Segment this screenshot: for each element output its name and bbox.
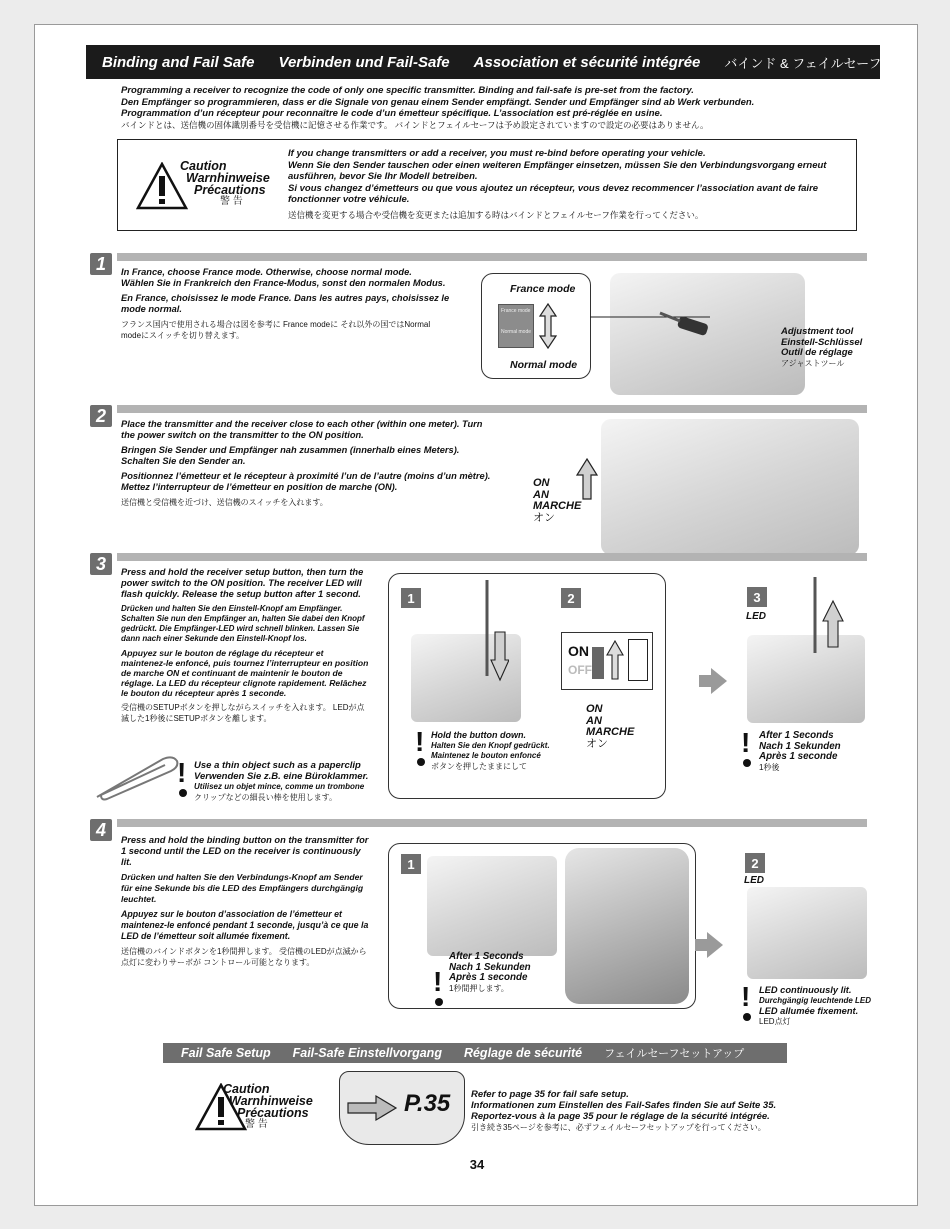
pin-press-icon (479, 580, 509, 688)
after-note-dot-icon (743, 759, 751, 767)
title-de: Verbinden und Fail-Safe (278, 53, 450, 71)
after-note-exclamation-icon: ! (741, 727, 751, 758)
hold-note: Hold the button down. Halten Sie den Knopf gedrückt. Maintenez le bouton enfoncé ボタンを押したままにして (431, 730, 550, 771)
title-en: Binding and Fail Safe (102, 53, 255, 71)
next-arrow-icon (711, 668, 727, 694)
book-arrow-icon (346, 1094, 398, 1122)
failsafe-title-bar (163, 1043, 787, 1063)
step-4-led-label: LED (744, 875, 764, 886)
intro-en: Programming a receiver to recognize the code of only one specific transmitter. Binding and fail-safe is pre-set from the factory. (121, 85, 694, 96)
transmitter-receiver-illustration (601, 419, 859, 555)
title-fr: Association et sécurité intégrée (473, 53, 701, 71)
step-4-badge: 4 (90, 819, 112, 841)
step-4-sub-1: 1 (401, 854, 421, 874)
page-reference-book (339, 1071, 465, 1145)
hold-note-exclamation-icon: ! (415, 726, 425, 757)
lit-note-exclamation-icon: ! (741, 981, 751, 1012)
intro-text (121, 85, 841, 131)
step-4-next-arrow-icon (707, 932, 723, 958)
page-number: 34 (469, 1157, 485, 1172)
step-1-text: In France, choose France mode. Otherwise, choose normal mode. Wählen Sie in Frankreich den France-Modus, sonst den normalen Modus. En France, choisissez le mode France. Dans les autres pays, choisissez le mode normal. フランス国内で使用される場合は図を参考に France modeに それ以外の国ではNormal modeにスイッチを切り替えます。 (121, 267, 450, 340)
step-4-sub-2: 2 (745, 853, 765, 873)
step-4-callout (388, 843, 696, 1009)
step-3-sub-2: 2 (561, 588, 581, 608)
step-3-after-note: After 1 Seconds Nach 1 Sekunden Après 1 seconde 1秒後 (759, 730, 841, 772)
title-jp: バインド & フェイルセーフ (724, 55, 882, 71)
mode-switch: France mode Normal mode (498, 304, 534, 348)
step-2-on-labels: ON AN MARCHE オン (533, 477, 582, 524)
paperclip-icon (93, 753, 183, 803)
adjustment-tool-label: Adjustment tool Einstell-Schlüssel Outil de réglage アジャストツール (781, 326, 863, 368)
section-title-bar (86, 45, 880, 79)
intro-jp: バインドとは、送信機の固体識別番号を受信機に記憶させる作業です。 バインドとフェイルセーフは予め設定されていますので設定の必要はありません。 (121, 119, 709, 130)
step-3-sub-3: 3 (747, 587, 767, 607)
step-4-text: Press and hold the binding button on the transmitter for 1 second until the LED on the receiver is continuously lit. Drücken und halten Sie den Verbindungs-Knopf am Sender für eine Sekunde bis die LED des Empfängers durchgängig leuchtet. Appuyez sur le bouton d’association de l’émetteur et maintenez-le enfoncé pendant 1 seconde, jusqu’à ce que la LED de l’émetteur soit allumée fixement. 送信機のバインドボタンを1秒間押します。 受信機のLEDが点滅から点灯に変わりサーボが コントロール可能となります。 (121, 835, 369, 967)
pin-release-icon (805, 577, 845, 657)
step-1-bar (117, 253, 867, 261)
failsafe-title-de: Fail-Safe Einstellvorgang (292, 1046, 442, 1060)
intro-de: Den Empfänger so programmieren, dass er die Signale von genau einem Sender empfängt. Sender und Empfänger sind ab Werk verbunden. (121, 96, 755, 108)
hold-note-dot-icon (417, 758, 425, 766)
caution-text: If you change transmitters or add a receiver, you must re-bind before operating your vehicle. Wenn Sie den Sender tauschen oder einen weiteren Empfänger einsetzen, müssen Sie den Verbindungsvorgang erneut ausführen, bevor Sie Ihr Modell betreiben. Si vous changez d’émetteurs ou que vous ajoutez un récepteur, vous devez recommencer l’association avant de faire fonctionner votre véhicule. 送信機を変更する場合や受信機を変更または追加する時はバインドとフェイルセーフ作業を行ってください。 (288, 148, 827, 220)
france-mode-label: France mode (510, 283, 576, 295)
caution-box (117, 139, 857, 231)
adjustment-tool-icon (590, 295, 710, 345)
failsafe-title-en: Fail Safe Setup (181, 1046, 271, 1060)
paperclip-note-exclamation-icon: ! (177, 757, 187, 788)
step-1-badge: 1 (90, 253, 112, 275)
caution-words: Caution Warnhinweise Précautions 警 告 (180, 159, 270, 207)
lit-note-dot-icon (743, 1013, 751, 1021)
step-2-text: Place the transmitter and the receiver close to each other (within one meter). Turn the power switch on the transmitter to the ON position. Bringen Sie Sender und Empfänger nah zusammen (innerhalb eines Meters). Schalten Sie den Sender an. Positionnez l’émetteur et le récepteur à proximité l’un de l’autre (moins d’un mètre). Mettez l’interrupteur de l’émetteur en position de marche (ON). 送信機と受信機を近づけ、送信機のスイッチを入れます。 (121, 419, 491, 507)
step-4-hold-dot-icon (435, 998, 443, 1006)
step-4-hold-exclamation-icon: ! (433, 966, 443, 997)
normal-mode-label: Normal mode (510, 359, 578, 371)
receiver-lit-illustration (747, 887, 867, 979)
switch-up-arrow-icon (606, 639, 624, 681)
step-3-led-label: LED (746, 611, 766, 622)
paperclip-note: Use a thin object such as a paperclip Verwenden Sie z.B. eine Büroklammer. Utilisez un objet mince, comme un trombone クリップなどの細長い棒を使用します。 (194, 760, 369, 802)
failsafe-caution-words: Caution Warnhinweise Précautions 警 告 (223, 1082, 313, 1130)
failsafe-title-jp: フェイルセーフセットアップ (604, 1048, 745, 1060)
step-3-text: Press and hold the receiver setup button, then turn the power switch to the ON position. The receiver LED will flash quickly. Release the setup button after 1 second. Drücken und halten Sie den Einstell-Knopf am Empfänger. Schalten Sie nun den Empfänger an, halten Sie dabei den Knopf gedrückt. Die Empfänger-LED wird schnell blinken. Lassen Sie dann nach einer Sekunde den Einstell-Knopf los. Appuyez sur le bouton de réglage du récepteur et maintenez-le enfoncé, puis tournez l’interrupteur en position de marche ON et continuant de maintenir le bouton de réglage. La LED du récepteur clignote rapidement. Relâchez le bouton du récepteur après 1 seconde. 受信機のSETUPボタンを押しながらスイッチを入れます。 LEDが点滅した1秒後にSETUPボタンを離します。 (121, 567, 369, 723)
transmitter-illustration (565, 848, 689, 1004)
step-2-bar (117, 405, 867, 413)
page-reference: P.35 (404, 1090, 451, 1117)
step-3-sub-1: 1 (401, 588, 421, 608)
intro-fr: Programmation d’un récepteur pour reconnaître le code d’un émetteur spécifique. L’association est pré-réglée en usine. (121, 108, 663, 119)
step-4-lit-note: LED continuously lit. Durchgängig leuchtende LED LED allumée fixement. LED点灯 (759, 985, 872, 1026)
step-4-bar (117, 819, 867, 827)
manual-page (34, 24, 918, 1206)
step-2-badge: 2 (90, 405, 112, 427)
failsafe-title-fr: Réglage de sécurité (463, 1046, 583, 1060)
binding-button-illustration (427, 856, 557, 956)
paperclip-note-dot-icon (179, 789, 187, 797)
step-3-on-labels: ON AN MARCHE オン (586, 703, 635, 750)
mode-switch-callout (481, 273, 591, 379)
step-3-bar (117, 553, 867, 561)
failsafe-note: Refer to page 35 for fail safe setup. Informationen zum Einstellen des Fail-Safes finden Sie auf Seite 35. Reportez-vous à la page 35 pour le réglage de la sécurité intégrée. 引き続き35ページを参考に、必ずフェイルセーフセットアップを行ってください。 (471, 1089, 777, 1132)
step-3-callout (388, 573, 666, 799)
step-4-after-note: After 1 Seconds Nach 1 Sekunden Après 1 seconde 1秒間押します。 (449, 951, 531, 993)
up-down-arrow-icon (538, 302, 558, 350)
step-3-badge: 3 (90, 553, 112, 575)
power-switch-panel: ON OFF (561, 632, 653, 690)
